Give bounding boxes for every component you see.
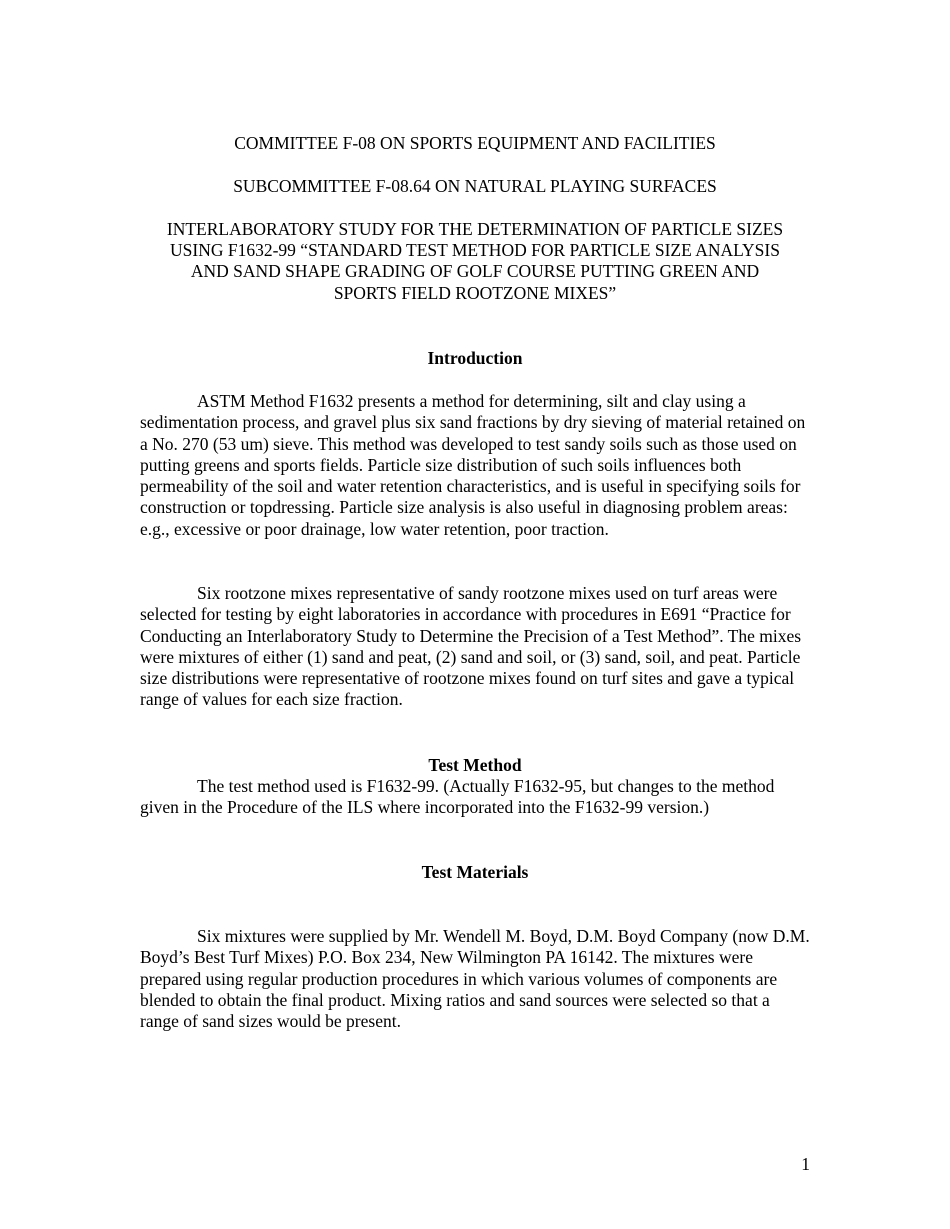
study-title-line-1: INTERLABORATORY STUDY FOR THE DETERMINATION OF PARTICLE SIZES: [166, 219, 784, 239]
committee-heading: COMMITTEE F-08 ON SPORTS EQUIPMENT AND FACILITIES: [234, 133, 716, 153]
introduction-title: Introduction: [427, 348, 523, 368]
study-title-line-3: AND SAND SHAPE GRADING OF GOLF COURSE PUTTING GREEN AND: [190, 261, 760, 281]
study-title-line-4: SPORTS FIELD ROOTZONE MIXES”: [333, 283, 617, 303]
subcommittee-heading: SUBCOMMITTEE F-08.64 ON NATURAL PLAYING SURFACES: [233, 176, 717, 196]
study-title-line-2: USING F1632-99 “STANDARD TEST METHOD FOR PARTICLE SIZE ANALYSIS: [170, 240, 780, 260]
introduction-paragraph-1: ASTM Method F1632 presents a method for determining, silt and clay using a sedimentation process, and gravel plus six sand fractions by dry sieving of material retained on a No. 270 (53 um) sieve. This method was developed to test sandy soils such as those used on putting greens and sports fields. Particle size distribution of such soils influences both permeability of the soil and water retention characteristics, and is useful in specifying soils for construction or topdressing. Particle size analysis is also useful in diagnosing problem areas: e.g., excessive or poor drainage, low water retention, poor traction.: [140, 391, 806, 539]
introduction-paragraph-2: Six rootzone mixes representative of sandy rootzone mixes used on turf areas were selected for testing by eight laboratories in accordance with procedures in E691 “Practice for Conducting an Interlaboratory Study to Determine the Precision of a Test Method”. The mixes were mixtures of either (1) sand and peat, (2) sand and soil, or (3) sand, soil, and peat. Particle size distributions were representative of rootzone mixes found on turf sites and gave a typical range of values for each size fraction.: [140, 583, 802, 710]
test-method-paragraph: The test method used is F1632-99. (Actually F1632-95, but changes to the method given in the Procedure of the ILS where incorporated into the F1632-99 version.): [140, 776, 775, 818]
page-number: 1: [801, 1154, 810, 1174]
test-materials-title: Test Materials: [421, 862, 529, 882]
test-materials-paragraph: Six mixtures were supplied by Mr. Wendell M. Boyd, D.M. Boyd Company (now D.M. Boyd’s Best Turf Mixes) P.O. Box 234, New Wilmington PA 16142. The mixtures were prepared using regular production procedures in which various volumes of components are blended to obtain the final product. Mixing ratios and sand sources were selected so that a range of sand sizes would be present.: [140, 926, 810, 1032]
test-method-title: Test Method: [428, 755, 522, 775]
